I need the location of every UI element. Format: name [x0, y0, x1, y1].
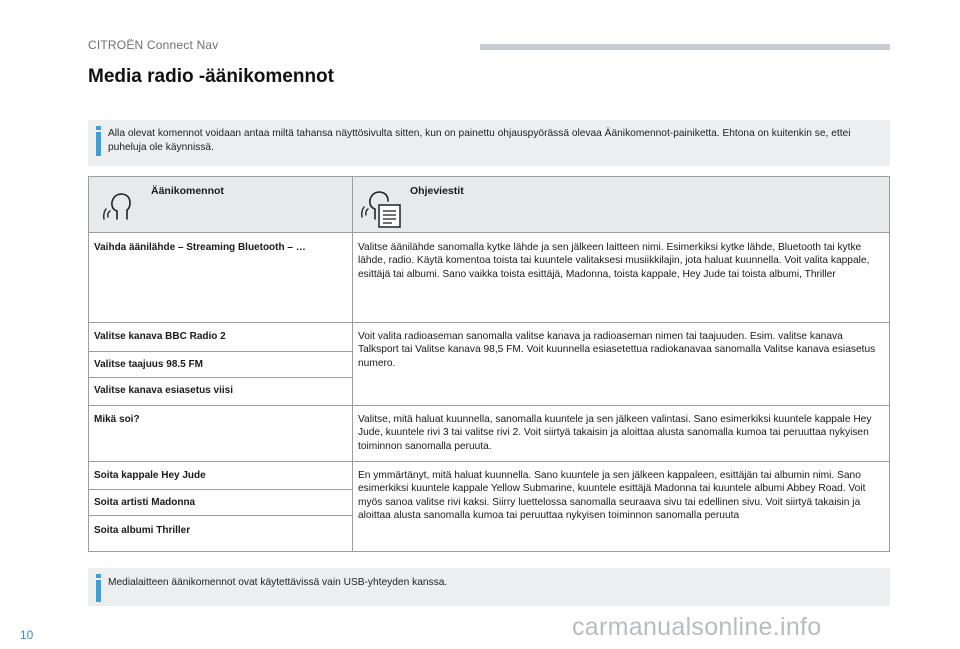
footer-note-text: Medialaitteen äänikomennot ovat käytettävissä vain USB-yhteyden kanssa.	[108, 577, 448, 588]
command-play-song: Soita kappale Hey Jude	[94, 470, 206, 481]
row-divider	[89, 405, 889, 406]
voice-command-table	[88, 176, 890, 552]
row-divider	[89, 351, 352, 352]
table-header	[89, 177, 889, 233]
row-divider	[89, 322, 889, 323]
command-source-switch: Vaihda äänilähde – Streaming Bluetooth – …	[94, 242, 306, 253]
voice-command-icon	[103, 189, 135, 223]
voice-prompt-icon	[361, 187, 403, 229]
prompt-whats-playing: Valitse, mitä haluat kuunnella, sanomalla kuuntele ja sen jälkeen valintasi. Sano esimerkiksi kuuntele kappale Hey Jude, kuuntele rivi 3 tai valitse rivi 2. Voit siirtyä takaisin ja aloittaa alusta sanomalla kumoa tai peruuttaa nykyisen toiminnon sanomalla peruuta.	[358, 414, 872, 452]
brand-label: CITROËN Connect Nav	[88, 38, 219, 52]
prompt-play-media: En ymmärtänyt, mitä haluat kuunnella. Sano kuuntele ja sen jälkeen kappaleen, esittäjän tai albumin nimi. Sano esimerkiksi kuuntele kappale Yellow Submarine, kuuntele esittäjä Madonna tai kuuntele albumi Abbey Road. Voit myös sanoa valitse rivi kaksi. Siirry luettelossa sanomalla seuraava sivu tai edellinen sivu. Voit siirtyä takaisin ja aloittaa alusta sanomalla kumoa tai peruuttaa nykyisen toiminnon sanomalla peruuta	[358, 470, 866, 521]
column-header-commands: Äänikomennot	[151, 185, 224, 197]
command-play-artist: Soita artisti Madonna	[94, 497, 196, 508]
row-divider	[89, 461, 889, 462]
command-select-station: Valitse kanava BBC Radio 2	[94, 331, 226, 342]
info-icon	[96, 574, 101, 602]
row-divider	[89, 515, 352, 516]
page-number: 10	[20, 628, 34, 642]
prompt-radio-select: Voit valita radioaseman sanomalla valitse kanava ja radioaseman nimen tai taajuuden. Esim. valitse kanava Talksport tai Valitse kanava 98,5 FM. Voit kuunnella esiasetettua radiokanavaa sanomalla Valitse kanava esiasetus numero.	[358, 331, 876, 369]
info-icon	[96, 126, 101, 156]
watermark: carmanualsonline.info	[572, 613, 822, 641]
command-play-album: Soita albumi Thriller	[94, 525, 191, 536]
row-divider	[89, 377, 352, 378]
intro-note-text: Alla olevat komennot voidaan antaa miltä tahansa näyttösivulta sitten, kun on painettu ohjauspyörässä olevaa Äänikomennot-painiketta. Ehtona on kuitenkin se, ettei puheluja ole käynnissä.	[108, 128, 851, 153]
prompt-source-switch: Valitse äänilähde sanomalla kytke lähde ja sen jälkeen laitteen nimi. Esimerkiksi kytke lähde, Bluetooth tai kytke lähde, radio. Käytä komentoa toista tai kuuntele valitaksesi musiikkilajin, jota haluat kuunnella. Voit valita kappale, esittäjä tai albumi. Sano vaikka toista esittäjä, Madonna, toista kappale, Hey Jude tai toista albumi, Thriller	[358, 242, 870, 280]
command-select-frequency: Valitse taajuus 98.5 FM	[94, 359, 203, 370]
header-bar	[480, 44, 890, 50]
command-whats-playing: Mikä soi?	[94, 414, 140, 425]
row-divider	[89, 489, 352, 490]
footer-note	[88, 568, 890, 606]
column-header-prompts: Ohjeviestit	[410, 185, 464, 197]
page-title: Media radio -äänikomennot	[88, 66, 334, 87]
command-select-preset: Valitse kanava esiasetus viisi	[94, 385, 233, 396]
column-divider	[352, 177, 353, 551]
intro-note	[88, 120, 890, 166]
